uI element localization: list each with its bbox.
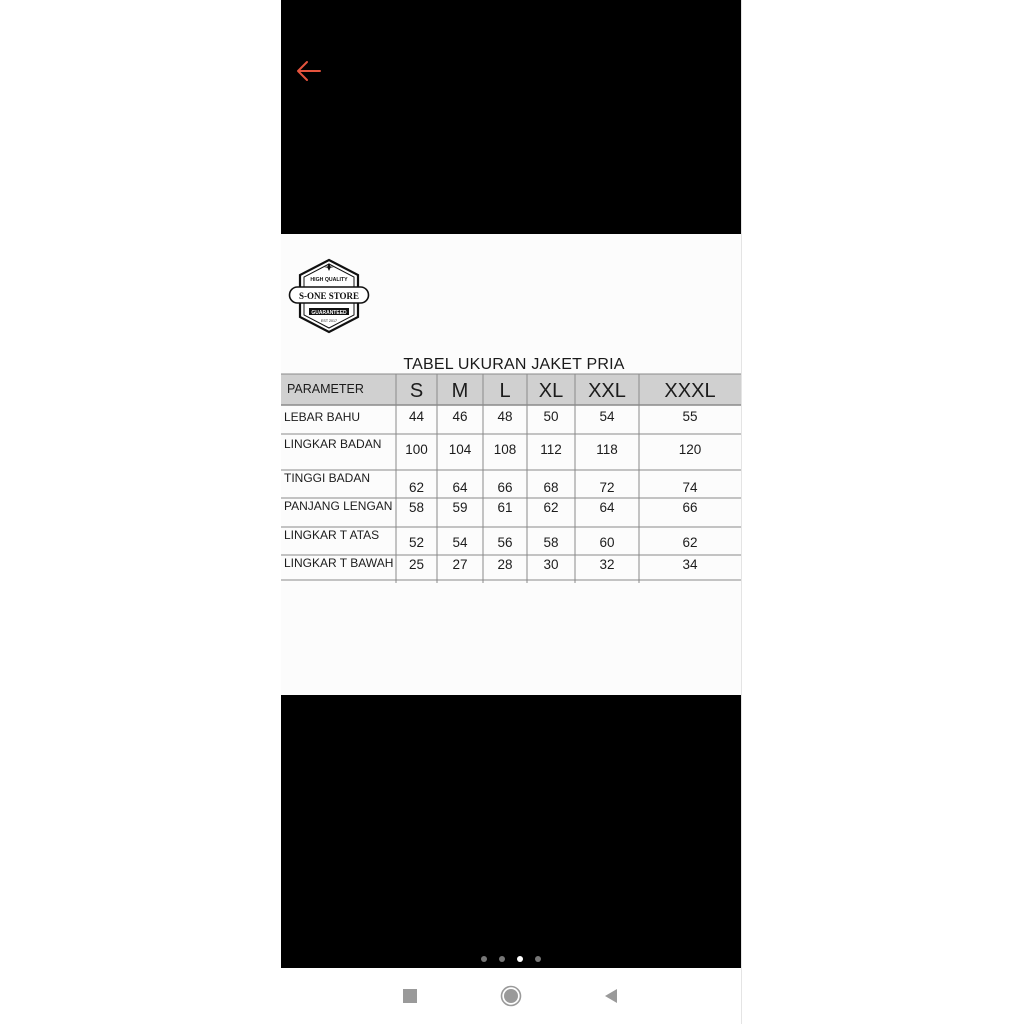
table-cell: 34 (682, 557, 698, 572)
table-cell: 46 (452, 409, 468, 424)
logo-sub-text: GUARANTEED (311, 309, 347, 316)
table-cell: 118 (596, 442, 618, 457)
recent-apps-button[interactable] (394, 982, 426, 1010)
table-cell: 50 (543, 409, 559, 424)
table-cell: 44 (408, 409, 425, 424)
table-cell: 66 (682, 500, 698, 515)
table-cell: 64 (452, 480, 468, 495)
table-header-label: PARAMETER (287, 382, 364, 396)
table-cell: 59 (452, 500, 468, 515)
table-cell: 56 (497, 535, 513, 550)
table-cell: 62 (543, 500, 559, 515)
table-cell: 62 (682, 535, 698, 550)
row-label: LINGKAR BADAN (284, 437, 382, 451)
table-cell: 30 (543, 557, 559, 572)
logo-top-text: HIGH QUALITY (310, 277, 348, 283)
table-cell: 100 (405, 442, 428, 457)
system-back-button[interactable] (595, 982, 627, 1010)
table-cell: 48 (497, 409, 513, 424)
size-header: M (451, 380, 469, 402)
table-cell: 64 (599, 500, 615, 515)
table-cell: 52 (408, 535, 425, 550)
phone-screen (281, 0, 741, 1024)
row-label: PANJANG LENGAN (284, 499, 393, 513)
table-cell: 104 (448, 442, 472, 457)
arrow-left-icon (293, 56, 325, 86)
bottom-letterbox (281, 695, 741, 968)
page-dot[interactable] (535, 956, 541, 962)
table-cell: 112 (540, 442, 562, 457)
row-label: LINGKAR T BAWAH (284, 556, 394, 570)
size-header: L (499, 380, 511, 402)
row-label: LINGKAR T ATAS (284, 528, 380, 542)
table-cell: 58 (408, 500, 425, 515)
size-header: S (409, 380, 424, 402)
size-header: XXL (588, 380, 626, 402)
table-cell: 25 (408, 557, 425, 572)
back-button[interactable] (293, 56, 325, 86)
table-cell: 54 (452, 535, 468, 550)
table-cell: 28 (497, 557, 513, 572)
table-title: TABEL UKURAN JAKET PRIA (403, 356, 625, 373)
row-label: TINGGI BADAN (284, 471, 371, 485)
table-cell: 60 (599, 535, 615, 550)
table-cell: 58 (543, 535, 559, 550)
page-dot[interactable] (517, 956, 523, 962)
table-cell: 72 (599, 480, 615, 495)
store-logo (288, 258, 370, 334)
logo-main-text: S-ONE STORE (298, 291, 360, 301)
size-header: XXXL (664, 380, 716, 402)
top-letterbox (281, 0, 741, 234)
table-cell: 108 (493, 442, 517, 457)
table-cell: 68 (543, 480, 559, 495)
table-cell: 61 (497, 500, 513, 515)
row-label: LEBAR BAHU (284, 410, 361, 424)
size-header: XL (538, 380, 564, 402)
page-dot[interactable] (499, 956, 505, 962)
size-table (281, 372, 741, 586)
home-button[interactable] (495, 982, 527, 1010)
table-cell: 66 (497, 480, 513, 495)
table-cell: 62 (408, 480, 425, 495)
size-chart-image[interactable] (281, 234, 741, 695)
system-navbar (281, 968, 741, 1024)
circle-home-icon (500, 985, 522, 1007)
table-cell: 54 (599, 409, 615, 424)
table-cell: 74 (682, 480, 698, 495)
table-cell: 32 (599, 557, 615, 572)
table-cell: 27 (452, 557, 468, 572)
square-icon (403, 989, 417, 1003)
triangle-back-icon (604, 988, 618, 1004)
logo-est-text: EST 2017 (321, 319, 337, 323)
page-indicator (281, 954, 741, 964)
table-cell: 120 (678, 442, 702, 457)
page-dot[interactable] (481, 956, 487, 962)
table-cell: 55 (682, 409, 698, 424)
